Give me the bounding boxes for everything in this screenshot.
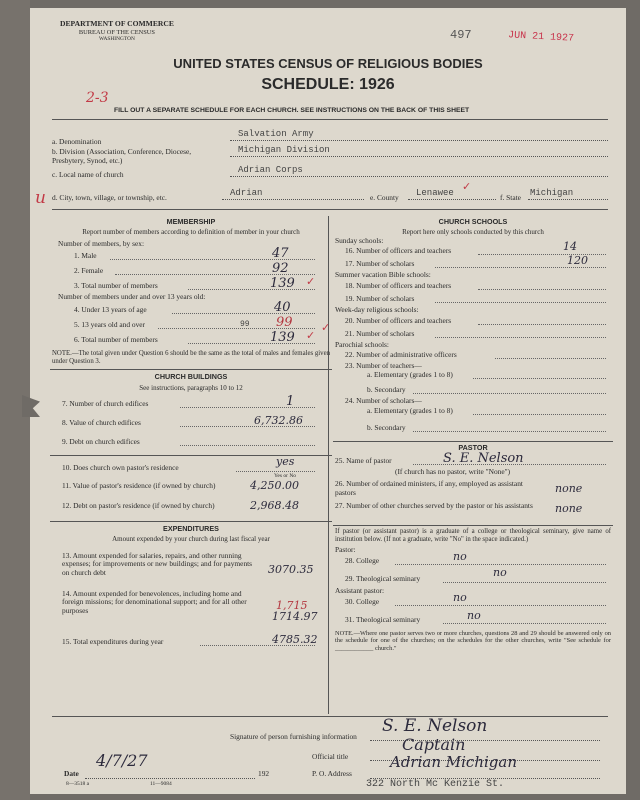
q6-answer: 139 xyxy=(270,330,295,346)
q15-label: 15. Total expenditures during year xyxy=(62,636,164,646)
question-14-row xyxy=(50,586,332,626)
q21-label: 21. Number of scholars xyxy=(345,328,415,338)
q31-answer: no xyxy=(467,608,481,622)
q3-answer: 139 xyxy=(270,276,295,292)
county-label: e. County xyxy=(370,193,399,202)
q31-label: 31. Theological seminary xyxy=(345,614,421,624)
title-label: Official title xyxy=(312,752,349,761)
pastor-note: NOTE.—Where one pastor serves two or more churches, questions 28 and 29 should be answered only on the schedule for one of the churches; on the schedules for the other churches, write "See schedule for ____________ church." xyxy=(335,629,611,652)
divider xyxy=(52,209,608,210)
signature-value: S. E. Nelson xyxy=(382,716,488,736)
q19-label: 19. Number of scholars xyxy=(345,294,415,304)
county-value: Lenawee xyxy=(416,188,454,198)
q12-answer: 2,968.48 xyxy=(250,498,299,512)
q14-label: 14. Amount expended for benevolences, including home and foreign missions; for denominational support; and for all other purposes xyxy=(62,588,247,616)
q16-label: 16. Number of officers and teachers xyxy=(345,246,452,256)
check-mark-icon: ✓ xyxy=(306,330,316,343)
q28-label: 28. College xyxy=(345,556,380,566)
stamp-number: 497 xyxy=(450,28,472,42)
q20-label: 20. Number of officers and teachers xyxy=(345,315,452,325)
q29-label: 29. Theological seminary xyxy=(345,574,421,584)
question-13-row xyxy=(50,548,332,586)
q25-note: (If church has no pastor, write "None") xyxy=(395,466,511,476)
q30-answer: no xyxy=(453,590,467,604)
divider xyxy=(52,119,608,120)
q1-label: 1. Male xyxy=(74,251,97,261)
college-note: If pastor (or assistant pastor) is a graduate of a college or theological seminary, give name of institution below. (If not a graduate, write "No" in the space indicated.) xyxy=(335,528,611,544)
division-row xyxy=(52,148,222,165)
q23b-label: b. Secondary xyxy=(367,385,406,395)
q8-label: 8. Value of church edifices xyxy=(62,417,141,427)
q7-answer: 1 xyxy=(286,393,295,409)
q23a-label: a. Elementary (grades 1 to 8) xyxy=(367,370,453,380)
question-10-row xyxy=(50,454,332,479)
question-1-row xyxy=(50,248,332,263)
denomination-row xyxy=(52,138,101,147)
q14-answer: 1714.97 xyxy=(272,609,318,623)
question-8-row xyxy=(50,415,332,430)
date-value: 4/7/27 xyxy=(96,751,148,770)
schools-heading: CHURCH SCHOOLS xyxy=(438,217,508,226)
q4-answer: 40 xyxy=(274,300,291,316)
title-value: Captain xyxy=(402,735,466,754)
q8-answer: 6,732.86 xyxy=(254,413,303,427)
question-25-row xyxy=(333,450,613,468)
q17-label: 17. Number of scholars xyxy=(345,259,415,269)
local-name-value: Adrian Corps xyxy=(238,165,303,175)
form-subtitle: SCHEDULE: 1926 xyxy=(261,76,395,93)
q30-label: 30. College xyxy=(345,596,380,606)
q26-answer: none xyxy=(555,482,583,496)
question-20-row xyxy=(333,315,613,328)
q27-answer: none xyxy=(555,502,583,516)
question-11-row xyxy=(50,478,332,498)
dept-line-2: BUREAU OF THE CENSUS xyxy=(78,28,155,36)
question-23b-row xyxy=(333,383,613,397)
form-code: 8—3518 a xyxy=(66,781,90,787)
question-31-row xyxy=(333,610,613,628)
q11-answer: 4,250.00 xyxy=(250,478,299,492)
question-24a-row xyxy=(333,406,613,419)
question-22-row xyxy=(333,350,613,362)
received-date-stamp: JUN 21 1927 xyxy=(507,30,575,45)
q25-answer: S. E. Nelson xyxy=(443,450,524,466)
dept-line-1: DEPARTMENT OF COMMERCE xyxy=(60,19,174,28)
question-24b-row xyxy=(333,419,613,435)
address-value: Adrian Michigan xyxy=(390,753,517,771)
q3-label: 3. Total number of members xyxy=(74,281,158,291)
signature-label: Signature of person furnishing information xyxy=(230,732,357,741)
summer-label: Summer vacation Bible schools: xyxy=(335,270,431,280)
street-address: 322 North Mc Kenzie St. xyxy=(366,779,505,790)
question-26-row xyxy=(333,479,613,501)
q16-answer: 14 xyxy=(563,240,577,254)
q10-label: 10. Does church own pastor's residence xyxy=(62,462,179,472)
division-label: b. Division (Association, Conference, Diocese, Presbytery, Synod, etc.) xyxy=(52,147,192,165)
question-27-row xyxy=(333,501,613,523)
assistant-label: Assistant pastor: xyxy=(335,586,385,596)
weekday-label: Week-day religious schools: xyxy=(335,305,419,315)
city-label: d. City, town, village, or township, etc. xyxy=(52,193,167,202)
sunday-label: Sunday schools: xyxy=(335,235,384,245)
q13-label: 13. Amount expended for salaries, repairs, and other running expenses; for improvements or new buildings; and for payments on church debt xyxy=(62,550,253,578)
margin-mark: 2-3 xyxy=(86,90,109,106)
year-suffix: 192 xyxy=(258,769,270,778)
department-header xyxy=(60,20,174,42)
q7-label: 7. Number of church edifices xyxy=(62,398,149,408)
city-value: Adrian xyxy=(230,188,263,198)
buildings-heading: CHURCH BUILDINGS xyxy=(154,372,228,382)
question-9-row xyxy=(50,434,332,449)
membership-heading: MEMBERSHIP xyxy=(166,217,216,226)
city-row xyxy=(52,194,167,203)
q23-label: 23. Number of teachers— xyxy=(345,360,422,370)
address-label: P. O. Address xyxy=(312,769,352,778)
q10-answer: yes xyxy=(276,454,295,468)
q25-label: 25. Name of pastor xyxy=(335,455,392,465)
dept-line-3: WASHINGTON xyxy=(99,36,135,43)
left-column xyxy=(50,216,332,649)
q27-label: 27. Number of other churches served by the pastor or his assistants xyxy=(335,501,533,511)
membership-intro: Report number of members according to definition of member in your church xyxy=(82,228,300,237)
state-value: Michigan xyxy=(530,188,574,198)
question-23a-row xyxy=(333,370,613,383)
form-code-2: 11—9084 xyxy=(150,781,172,787)
denomination-label: a. Denomination xyxy=(52,137,102,146)
q18-label: 18. Number of officers and teachers xyxy=(345,281,452,291)
instruction-line: FILL OUT A SEPARATE SCHEDULE FOR EACH CHURCH. SEE INSTRUCTIONS ON THE BACK OF THIS SHEET xyxy=(114,107,470,114)
under-over-label: Number of members under and over 13 years old: xyxy=(58,292,206,302)
right-column xyxy=(321,216,613,653)
q29-answer: no xyxy=(493,566,507,580)
buildings-intro: See instructions, paragraphs 10 to 12 xyxy=(139,383,243,392)
divider xyxy=(52,716,608,717)
q11-label: 11. Value of pastor's residence (if owned by church) xyxy=(62,480,216,490)
state-label: f. State xyxy=(500,193,521,202)
q13-answer: 3070.35 xyxy=(268,562,314,576)
date-label: Date xyxy=(64,769,79,778)
q5-answer: 99 xyxy=(276,315,293,331)
q26-label: 26. Number of ordained ministers, if any, employed as assistant pastors xyxy=(335,479,523,498)
question-3-row xyxy=(50,278,332,293)
question-6-row xyxy=(50,332,332,347)
denomination-value: Salvation Army xyxy=(238,129,314,139)
census-schedule-form xyxy=(30,8,626,794)
q5-label: 5. 13 years old and over xyxy=(74,320,146,330)
question-29-row xyxy=(333,566,613,587)
question-12-row xyxy=(50,498,332,518)
q1-answer: 47 xyxy=(272,246,289,262)
q12-label: 12. Debt on pastor's residence (if owned by church) xyxy=(62,500,215,510)
q17-answer: 120 xyxy=(567,254,588,268)
q9-label: 9. Debt on church edifices xyxy=(62,436,140,446)
division-value: Michigan Division xyxy=(238,145,330,155)
q10-hint: Yes or No xyxy=(274,472,297,479)
check-mark-icon: ✓ xyxy=(306,276,316,289)
margin-city-mark: u xyxy=(35,188,46,208)
membership-note: NOTE.—The total given under Question 6 should be the same as the total of males and females given under Question 3. xyxy=(52,350,330,366)
q2-label: 2. Female xyxy=(74,266,104,276)
question-15-row xyxy=(50,634,332,649)
pastor-label: Pastor: xyxy=(335,545,356,555)
q22-label: 22. Number of administrative officers xyxy=(345,349,457,359)
expenditures-heading: EXPENDITURES xyxy=(163,523,219,533)
by-sex-label: Number of members, by sex: xyxy=(58,238,144,248)
q24-label: 24. Number of scholars— xyxy=(345,396,422,406)
check-mark-icon: ✓ xyxy=(462,181,472,193)
q5-typed-answer: 99 xyxy=(240,320,250,330)
q6-label: 6. Total number of members xyxy=(74,335,158,345)
expenditures-intro: Amount expended by your church during last fiscal year xyxy=(112,535,270,544)
q24a-label: a. Elementary (grades 1 to 8) xyxy=(367,406,453,416)
question-21-row xyxy=(321,321,613,341)
q15-answer: 4785.32 xyxy=(272,632,318,646)
question-7-row xyxy=(50,393,332,411)
local-name-label: c. Local name of church xyxy=(52,170,124,179)
local-name-row xyxy=(52,171,124,180)
q2-answer: 92 xyxy=(272,261,289,277)
q4-label: 4. Under 13 years of age xyxy=(74,305,147,315)
check-mark-icon: ✓ xyxy=(321,321,331,334)
q28-answer: no xyxy=(453,550,467,564)
pastor-heading: PASTOR xyxy=(458,443,488,453)
question-18-row xyxy=(333,280,613,293)
parochial-label: Parochial schools: xyxy=(335,339,389,349)
q24b-label: b. Secondary xyxy=(367,423,406,433)
form-title: UNITED STATES CENSUS OF RELIGIOUS BODIES xyxy=(173,56,483,71)
schools-intro: Report here only schools conducted by this church xyxy=(402,228,544,237)
q14-top-answer: 1,715 xyxy=(276,598,308,612)
